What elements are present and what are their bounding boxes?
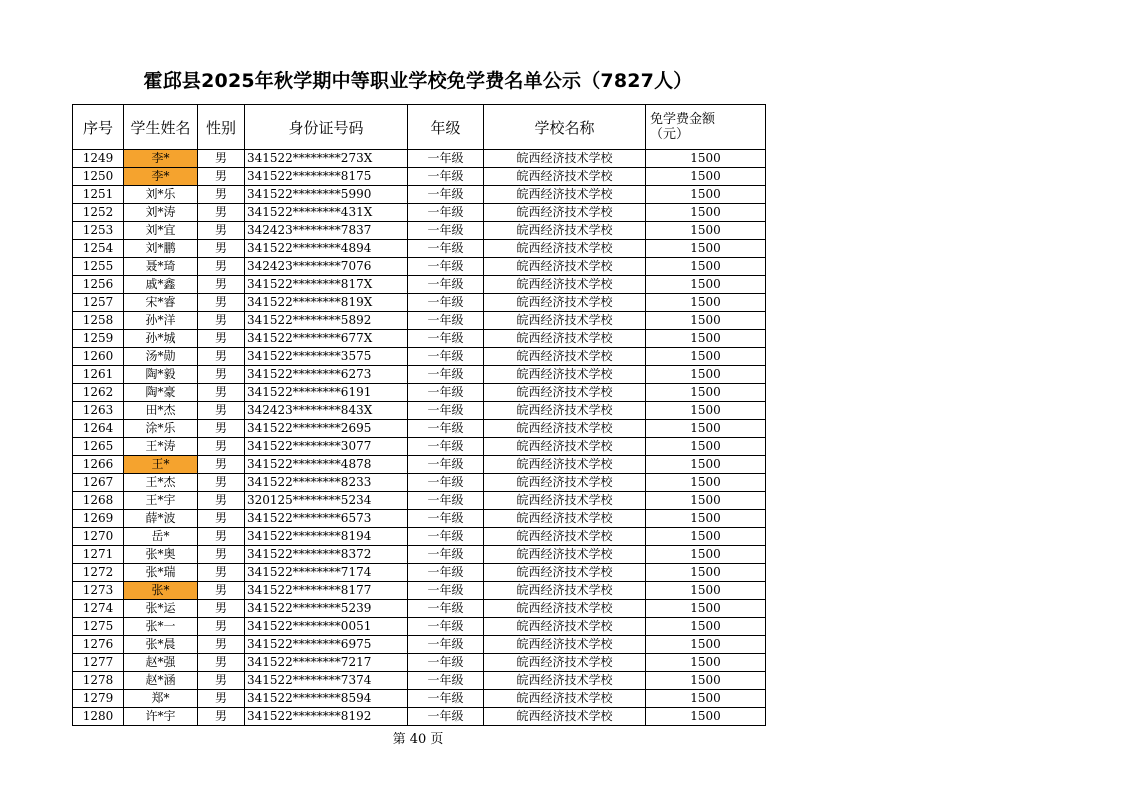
cell-grade: 一年级 bbox=[408, 546, 484, 564]
cell-school: 皖西经济技术学校 bbox=[484, 186, 646, 204]
cell-school: 皖西经济技术学校 bbox=[484, 366, 646, 384]
cell-gender: 男 bbox=[198, 582, 245, 600]
cell-id: 341522********4878 bbox=[245, 456, 408, 474]
cell-grade: 一年级 bbox=[408, 204, 484, 222]
cell-gender: 男 bbox=[198, 492, 245, 510]
cell-gender: 男 bbox=[198, 312, 245, 330]
cell-seq: 1257 bbox=[73, 294, 124, 312]
cell-seq: 1277 bbox=[73, 654, 124, 672]
cell-name: 王* bbox=[124, 456, 198, 474]
cell-id: 341522********677X bbox=[245, 330, 408, 348]
cell-school: 皖西经济技术学校 bbox=[484, 348, 646, 366]
cell-grade: 一年级 bbox=[408, 474, 484, 492]
cell-grade: 一年级 bbox=[408, 564, 484, 582]
cell-seq: 1276 bbox=[73, 636, 124, 654]
cell-amount: 1500 bbox=[646, 690, 766, 708]
table-row bbox=[73, 276, 766, 294]
cell-grade: 一年级 bbox=[408, 528, 484, 546]
cell-amount: 1500 bbox=[646, 330, 766, 348]
cell-seq: 1260 bbox=[73, 348, 124, 366]
table-row bbox=[73, 636, 766, 654]
cell-grade: 一年级 bbox=[408, 654, 484, 672]
table-row bbox=[73, 492, 766, 510]
cell-amount: 1500 bbox=[646, 168, 766, 186]
cell-seq: 1262 bbox=[73, 384, 124, 402]
cell-seq: 1250 bbox=[73, 168, 124, 186]
cell-name: 戚*鑫 bbox=[124, 276, 198, 294]
cell-grade: 一年级 bbox=[408, 240, 484, 258]
cell-amount: 1500 bbox=[646, 348, 766, 366]
cell-gender: 男 bbox=[198, 636, 245, 654]
cell-name: 涂*乐 bbox=[124, 420, 198, 438]
cell-id: 341522********2695 bbox=[245, 420, 408, 438]
cell-school: 皖西经济技术学校 bbox=[484, 420, 646, 438]
cell-amount: 1500 bbox=[646, 276, 766, 294]
cell-school: 皖西经济技术学校 bbox=[484, 600, 646, 618]
cell-name: 张*晨 bbox=[124, 636, 198, 654]
cell-grade: 一年级 bbox=[408, 402, 484, 420]
cell-grade: 一年级 bbox=[408, 708, 484, 726]
cell-id: 341522********5892 bbox=[245, 312, 408, 330]
table-row bbox=[73, 204, 766, 222]
cell-name: 张*瑞 bbox=[124, 564, 198, 582]
cell-school: 皖西经济技术学校 bbox=[484, 690, 646, 708]
table-row bbox=[73, 600, 766, 618]
header-row bbox=[73, 105, 766, 150]
cell-amount: 1500 bbox=[646, 528, 766, 546]
table-row bbox=[73, 222, 766, 240]
cell-name: 王*宇 bbox=[124, 492, 198, 510]
cell-school: 皖西经济技术学校 bbox=[484, 402, 646, 420]
table-row bbox=[73, 294, 766, 312]
header-name: 学生姓名 bbox=[124, 105, 198, 150]
cell-gender: 男 bbox=[198, 456, 245, 474]
cell-gender: 男 bbox=[198, 528, 245, 546]
cell-seq: 1252 bbox=[73, 204, 124, 222]
cell-amount: 1500 bbox=[646, 402, 766, 420]
cell-school: 皖西经济技术学校 bbox=[484, 294, 646, 312]
cell-gender: 男 bbox=[198, 402, 245, 420]
cell-seq: 1255 bbox=[73, 258, 124, 276]
cell-name: 田*杰 bbox=[124, 402, 198, 420]
table-row bbox=[73, 420, 766, 438]
header-gender: 性别 bbox=[198, 105, 245, 150]
cell-name: 赵*强 bbox=[124, 654, 198, 672]
cell-gender: 男 bbox=[198, 150, 245, 168]
cell-id: 341522********3077 bbox=[245, 438, 408, 456]
cell-grade: 一年级 bbox=[408, 420, 484, 438]
cell-amount: 1500 bbox=[646, 546, 766, 564]
cell-id: 341522********7217 bbox=[245, 654, 408, 672]
table-row bbox=[73, 366, 766, 384]
cell-grade: 一年级 bbox=[408, 330, 484, 348]
cell-amount: 1500 bbox=[646, 384, 766, 402]
cell-seq: 1273 bbox=[73, 582, 124, 600]
cell-id: 342423********7837 bbox=[245, 222, 408, 240]
cell-id: 341522********8233 bbox=[245, 474, 408, 492]
cell-gender: 男 bbox=[198, 708, 245, 726]
cell-seq: 1270 bbox=[73, 528, 124, 546]
cell-name: 陶*豪 bbox=[124, 384, 198, 402]
cell-seq: 1267 bbox=[73, 474, 124, 492]
cell-grade: 一年级 bbox=[408, 348, 484, 366]
cell-name: 岳* bbox=[124, 528, 198, 546]
cell-id: 341522********273X bbox=[245, 150, 408, 168]
cell-gender: 男 bbox=[198, 564, 245, 582]
cell-gender: 男 bbox=[198, 294, 245, 312]
cell-amount: 1500 bbox=[646, 474, 766, 492]
cell-name: 许*宇 bbox=[124, 708, 198, 726]
cell-gender: 男 bbox=[198, 600, 245, 618]
cell-amount: 1500 bbox=[646, 420, 766, 438]
table-row bbox=[73, 402, 766, 420]
cell-name: 李* bbox=[124, 168, 198, 186]
cell-gender: 男 bbox=[198, 384, 245, 402]
table-row bbox=[73, 330, 766, 348]
cell-id: 341522********8192 bbox=[245, 708, 408, 726]
header-seq: 序号 bbox=[73, 105, 124, 150]
cell-id: 341522********8594 bbox=[245, 690, 408, 708]
cell-gender: 男 bbox=[198, 690, 245, 708]
table-row bbox=[73, 582, 766, 600]
cell-name: 赵*涵 bbox=[124, 672, 198, 690]
cell-seq: 1263 bbox=[73, 402, 124, 420]
cell-amount: 1500 bbox=[646, 618, 766, 636]
cell-name: 王*杰 bbox=[124, 474, 198, 492]
cell-id: 342423********7076 bbox=[245, 258, 408, 276]
table-row bbox=[73, 474, 766, 492]
cell-school: 皖西经济技术学校 bbox=[484, 546, 646, 564]
cell-grade: 一年级 bbox=[408, 492, 484, 510]
cell-grade: 一年级 bbox=[408, 690, 484, 708]
cell-school: 皖西经济技术学校 bbox=[484, 618, 646, 636]
cell-gender: 男 bbox=[198, 240, 245, 258]
cell-id: 341522********817X bbox=[245, 276, 408, 294]
table-row bbox=[73, 150, 766, 168]
cell-id: 341522********8372 bbox=[245, 546, 408, 564]
cell-school: 皖西经济技术学校 bbox=[484, 240, 646, 258]
cell-name: 张*运 bbox=[124, 600, 198, 618]
cell-name: 张*奥 bbox=[124, 546, 198, 564]
cell-id: 341522********6273 bbox=[245, 366, 408, 384]
cell-name: 孙*城 bbox=[124, 330, 198, 348]
cell-seq: 1278 bbox=[73, 672, 124, 690]
cell-seq: 1266 bbox=[73, 456, 124, 474]
cell-grade: 一年级 bbox=[408, 150, 484, 168]
cell-grade: 一年级 bbox=[408, 366, 484, 384]
cell-gender: 男 bbox=[198, 258, 245, 276]
cell-seq: 1272 bbox=[73, 564, 124, 582]
cell-id: 341522********8175 bbox=[245, 168, 408, 186]
cell-gender: 男 bbox=[198, 366, 245, 384]
cell-amount: 1500 bbox=[646, 672, 766, 690]
cell-gender: 男 bbox=[198, 204, 245, 222]
cell-grade: 一年级 bbox=[408, 168, 484, 186]
cell-seq: 1258 bbox=[73, 312, 124, 330]
table-row bbox=[73, 654, 766, 672]
cell-gender: 男 bbox=[198, 348, 245, 366]
cell-school: 皖西经济技术学校 bbox=[484, 276, 646, 294]
cell-grade: 一年级 bbox=[408, 384, 484, 402]
header-amount-line2: （元） bbox=[650, 127, 690, 142]
cell-name: 张*一 bbox=[124, 618, 198, 636]
cell-amount: 1500 bbox=[646, 186, 766, 204]
cell-seq: 1271 bbox=[73, 546, 124, 564]
cell-seq: 1256 bbox=[73, 276, 124, 294]
cell-gender: 男 bbox=[198, 546, 245, 564]
cell-amount: 1500 bbox=[646, 600, 766, 618]
cell-school: 皖西经济技术学校 bbox=[484, 312, 646, 330]
cell-school: 皖西经济技术学校 bbox=[484, 492, 646, 510]
cell-name: 宋*睿 bbox=[124, 294, 198, 312]
cell-amount: 1500 bbox=[646, 564, 766, 582]
header-id: 身份证号码 bbox=[245, 105, 408, 150]
header-grade: 年级 bbox=[408, 105, 484, 150]
table-row bbox=[73, 456, 766, 474]
cell-amount: 1500 bbox=[646, 636, 766, 654]
cell-id: 341522********819X bbox=[245, 294, 408, 312]
cell-grade: 一年级 bbox=[408, 510, 484, 528]
cell-amount: 1500 bbox=[646, 366, 766, 384]
cell-amount: 1500 bbox=[646, 150, 766, 168]
cell-grade: 一年级 bbox=[408, 456, 484, 474]
cell-seq: 1265 bbox=[73, 438, 124, 456]
cell-school: 皖西经济技术学校 bbox=[484, 330, 646, 348]
cell-name: 陶*毅 bbox=[124, 366, 198, 384]
cell-gender: 男 bbox=[198, 276, 245, 294]
cell-grade: 一年级 bbox=[408, 600, 484, 618]
cell-seq: 1280 bbox=[73, 708, 124, 726]
cell-gender: 男 bbox=[198, 186, 245, 204]
cell-gender: 男 bbox=[198, 510, 245, 528]
table-row bbox=[73, 348, 766, 366]
cell-name: 李* bbox=[124, 150, 198, 168]
cell-grade: 一年级 bbox=[408, 672, 484, 690]
cell-seq: 1259 bbox=[73, 330, 124, 348]
cell-amount: 1500 bbox=[646, 258, 766, 276]
header-amount-line1: 免学费金额 bbox=[650, 112, 716, 127]
cell-school: 皖西经济技术学校 bbox=[484, 222, 646, 240]
cell-id: 341522********431X bbox=[245, 204, 408, 222]
cell-grade: 一年级 bbox=[408, 258, 484, 276]
cell-id: 341522********5239 bbox=[245, 600, 408, 618]
cell-amount: 1500 bbox=[646, 492, 766, 510]
cell-id: 341522********0051 bbox=[245, 618, 408, 636]
cell-grade: 一年级 bbox=[408, 618, 484, 636]
cell-seq: 1274 bbox=[73, 600, 124, 618]
header-amount bbox=[646, 105, 766, 150]
cell-seq: 1254 bbox=[73, 240, 124, 258]
cell-id: 341522********4894 bbox=[245, 240, 408, 258]
cell-seq: 1261 bbox=[73, 366, 124, 384]
cell-amount: 1500 bbox=[646, 708, 766, 726]
cell-id: 320125********5234 bbox=[245, 492, 408, 510]
cell-school: 皖西经济技术学校 bbox=[484, 708, 646, 726]
cell-grade: 一年级 bbox=[408, 186, 484, 204]
cell-grade: 一年级 bbox=[408, 276, 484, 294]
cell-school: 皖西经济技术学校 bbox=[484, 636, 646, 654]
cell-grade: 一年级 bbox=[408, 294, 484, 312]
table-row bbox=[73, 546, 766, 564]
cell-name: 刘*宜 bbox=[124, 222, 198, 240]
table-row bbox=[73, 618, 766, 636]
cell-name: 郑* bbox=[124, 690, 198, 708]
cell-id: 341522********3575 bbox=[245, 348, 408, 366]
cell-school: 皖西经济技术学校 bbox=[484, 672, 646, 690]
cell-id: 341522********7174 bbox=[245, 564, 408, 582]
header-school: 学校名称 bbox=[484, 105, 646, 150]
cell-school: 皖西经济技术学校 bbox=[484, 582, 646, 600]
cell-amount: 1500 bbox=[646, 456, 766, 474]
table-row bbox=[73, 690, 766, 708]
table-row bbox=[73, 240, 766, 258]
cell-gender: 男 bbox=[198, 474, 245, 492]
cell-gender: 男 bbox=[198, 654, 245, 672]
cell-id: 341522********8194 bbox=[245, 528, 408, 546]
cell-id: 341522********6573 bbox=[245, 510, 408, 528]
cell-seq: 1253 bbox=[73, 222, 124, 240]
cell-gender: 男 bbox=[198, 222, 245, 240]
cell-school: 皖西经济技术学校 bbox=[484, 456, 646, 474]
cell-name: 张* bbox=[124, 582, 198, 600]
cell-school: 皖西经济技术学校 bbox=[484, 204, 646, 222]
cell-seq: 1264 bbox=[73, 420, 124, 438]
cell-seq: 1249 bbox=[73, 150, 124, 168]
cell-amount: 1500 bbox=[646, 510, 766, 528]
cell-amount: 1500 bbox=[646, 204, 766, 222]
cell-grade: 一年级 bbox=[408, 438, 484, 456]
table-row bbox=[73, 708, 766, 726]
cell-school: 皖西经济技术学校 bbox=[484, 474, 646, 492]
cell-amount: 1500 bbox=[646, 294, 766, 312]
cell-school: 皖西经济技术学校 bbox=[484, 654, 646, 672]
cell-name: 王*涛 bbox=[124, 438, 198, 456]
table-row bbox=[73, 510, 766, 528]
table-row bbox=[73, 312, 766, 330]
cell-seq: 1269 bbox=[73, 510, 124, 528]
cell-name: 刘*鹏 bbox=[124, 240, 198, 258]
cell-gender: 男 bbox=[198, 438, 245, 456]
cell-school: 皖西经济技术学校 bbox=[484, 438, 646, 456]
cell-seq: 1251 bbox=[73, 186, 124, 204]
cell-school: 皖西经济技术学校 bbox=[484, 168, 646, 186]
cell-seq: 1268 bbox=[73, 492, 124, 510]
cell-gender: 男 bbox=[198, 330, 245, 348]
table-row bbox=[73, 186, 766, 204]
cell-id: 341522********6975 bbox=[245, 636, 408, 654]
cell-name: 刘*涛 bbox=[124, 204, 198, 222]
page-title: 霍邱县2025年秋学期中等职业学校免学费名单公示（7827人） bbox=[143, 70, 693, 92]
cell-id: 342423********843X bbox=[245, 402, 408, 420]
cell-gender: 男 bbox=[198, 618, 245, 636]
cell-school: 皖西经济技术学校 bbox=[484, 150, 646, 168]
cell-seq: 1279 bbox=[73, 690, 124, 708]
table-row bbox=[73, 564, 766, 582]
table-row bbox=[73, 258, 766, 276]
cell-school: 皖西经济技术学校 bbox=[484, 528, 646, 546]
cell-gender: 男 bbox=[198, 420, 245, 438]
student-table bbox=[72, 104, 766, 726]
cell-name: 薛*波 bbox=[124, 510, 198, 528]
cell-amount: 1500 bbox=[646, 312, 766, 330]
cell-seq: 1275 bbox=[73, 618, 124, 636]
cell-school: 皖西经济技术学校 bbox=[484, 258, 646, 276]
cell-gender: 男 bbox=[198, 672, 245, 690]
cell-amount: 1500 bbox=[646, 438, 766, 456]
cell-name: 刘*乐 bbox=[124, 186, 198, 204]
cell-amount: 1500 bbox=[646, 240, 766, 258]
table-row bbox=[73, 528, 766, 546]
cell-id: 341522********8177 bbox=[245, 582, 408, 600]
cell-name: 汤*勋 bbox=[124, 348, 198, 366]
cell-amount: 1500 bbox=[646, 582, 766, 600]
cell-id: 341522********7374 bbox=[245, 672, 408, 690]
cell-grade: 一年级 bbox=[408, 312, 484, 330]
cell-grade: 一年级 bbox=[408, 636, 484, 654]
table-row bbox=[73, 384, 766, 402]
cell-id: 341522********5990 bbox=[245, 186, 408, 204]
cell-grade: 一年级 bbox=[408, 222, 484, 240]
cell-name: 孙*洋 bbox=[124, 312, 198, 330]
cell-grade: 一年级 bbox=[408, 582, 484, 600]
cell-amount: 1500 bbox=[646, 654, 766, 672]
cell-name: 聂*琦 bbox=[124, 258, 198, 276]
cell-school: 皖西经济技术学校 bbox=[484, 564, 646, 582]
table-row bbox=[73, 672, 766, 690]
table-row bbox=[73, 438, 766, 456]
cell-school: 皖西经济技术学校 bbox=[484, 510, 646, 528]
cell-school: 皖西经济技术学校 bbox=[484, 384, 646, 402]
cell-amount: 1500 bbox=[646, 222, 766, 240]
cell-gender: 男 bbox=[198, 168, 245, 186]
table-row bbox=[73, 168, 766, 186]
cell-id: 341522********6191 bbox=[245, 384, 408, 402]
page-number: 第 40 页 bbox=[392, 732, 444, 747]
